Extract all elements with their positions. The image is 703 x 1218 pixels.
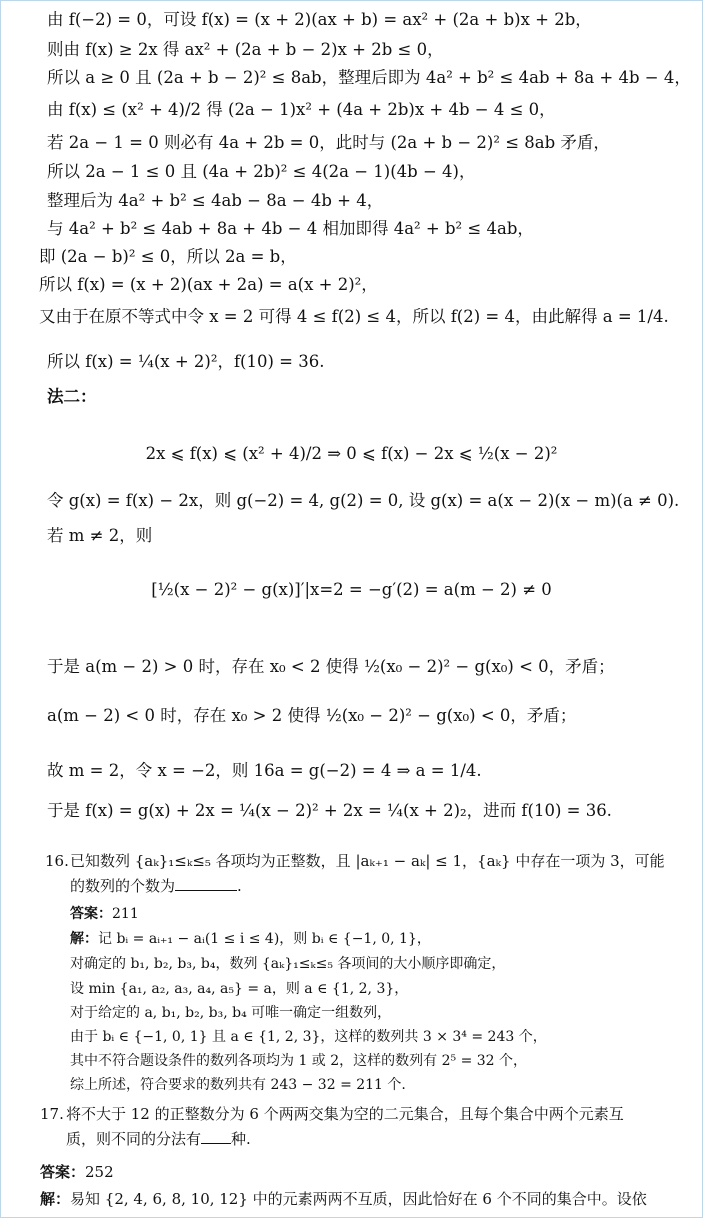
conclusion-m-line: 故 m = 2，令 x = −2，则 16a = g(−2) = 4 ⇒ a = 1/4. [47,761,482,780]
solution-line-1: 由 f(−2) = 0，可设 f(x) = (x + 2)(ax + b) = ax² + (2a + b)x + 2b， [47,10,592,29]
question-16-solution-line-1 [70,931,431,948]
contradiction-line-1: 于是 a(m − 2) > 0 时，存在 x₀ < 2 使得 ½(x₀ − 2)² − g(x₀) < 0，矛盾； [47,657,615,676]
question-17-solution-line-1 [40,1190,647,1208]
solution-line-2: 则由 f(x) ≥ 2x 得 ax² + (2a + b − 2)x + 2b ≤ 0， [47,40,444,59]
answer-value: 211 [112,906,139,922]
solution-label: 解： [40,1190,71,1208]
question-17-number: 17. [40,1105,64,1123]
question-16-number: 16. [45,852,69,870]
case-m-line: 若 m ≠ 2，则 [47,526,153,545]
solution-line-12: 所以 f(x) = ¼(x + 2)²，f(10) = 36. [47,352,325,371]
solution-line-3: 所以 a ≥ 0 且 (2a + b − 2)² ≤ 8ab，整理后即为 4a² + b² ≤ 4ab + 8a + 4b − 4， [47,68,691,87]
solution-line-8: 与 4a² + b² ≤ 4ab + 8a + 4b − 4 相加即得 4a² + b² ≤ 4ab， [47,219,534,238]
question-16-text-line-1: 已知数列 {aₖ}₁≤ₖ≤₅ 各项均为正整数，且 |aₖ₊₁ − aₖ| ≤ 1，{aₖ} 中存在一项为 3，可能 [70,852,665,870]
solution-line-7: 整理后为 4a² + b² ≤ 4ab − 8a − 4b + 4， [47,191,384,210]
question-16-period: . [237,877,242,895]
question-16-stem-end: 的数列的个数为 [70,877,176,895]
answer-label: 答案： [70,906,112,922]
question-16-solution-line-6: 其中不符合题设条件的数列各项均为 1 或 2，这样的数列有 2⁵ = 32 个， [70,1053,528,1069]
final-result-line: 于是 f(x) = g(x) + 2x = ¼(x − 2)² + 2x = ¼(x + 2)₂，进而 f(10) = 36. [47,801,612,820]
solution-label: 解： [70,931,98,947]
question-16-solution-line-5: 由于 bᵢ ∈ {−1, 0, 1} 且 a ∈ {1, 2, 3}，这样的数列共 3 × 3⁴ = 243 个， [70,1029,547,1045]
question-16-solution-line-2: 对确定的 b₁, b₂, b₃, b₄，数列 {aₖ}₁≤ₖ≤₅ 各项间的大小顺序即确定， [70,956,506,972]
question-17-text-line-2 [66,1130,251,1148]
solution-line-6: 所以 2a − 1 ≤ 0 且 (4a + 2b)² ≤ 4(2a − 1)(4b − 4)， [47,162,476,181]
method-two-heading: 法二： [47,387,97,406]
answer-blank [175,889,237,891]
question-17-text-line-1: 将不大于 12 的正整数分为 6 个两两交集为空的二元集合，且每个集合中两个元素互 [66,1105,624,1123]
question-16-text-line-2 [70,877,242,895]
question-17-unit: 种. [231,1130,251,1148]
question-16-solution-line-7: 综上所述，符合要求的数列共有 243 − 32 = 211 个. [70,1077,406,1093]
solution-line-5: 若 2a − 1 = 0 则必有 4a + 2b = 0，此时与 (2a + b − 2)² ≤ 8ab 矛盾， [47,133,610,152]
question-16-solution-line-3: 设 min {a₁, a₂, a₃, a₄, a₅} = a，则 a ∈ {1, 2, 3}， [70,981,409,997]
question-16-solution-line-4: 对于给定的 a, b₁, b₂, b₃, b₄ 可唯一确定一组数列， [70,1005,392,1021]
question-17-stem-end: 质，则不同的分法有 [66,1130,202,1148]
contradiction-line-2: a(m − 2) < 0 时，存在 x₀ > 2 使得 ½(x₀ − 2)² − g(x₀) < 0，矛盾； [47,706,577,725]
solution-line-10: 所以 f(x) = (x + 2)(ax + 2a) = a(x + 2)²， [39,275,378,294]
question-16-answer [70,906,139,923]
solution-line-9: 即 (2a − b)² ≤ 0，所以 2a = b， [39,247,297,266]
answer-label: 答案： [40,1163,86,1181]
solution-text: 易知 {2, 4, 6, 8, 10, 12} 中的元素两两不互质，因此恰好在 6 个不同的集合中。设依 [70,1190,647,1208]
solution-line-11: 又由于在原不等式中令 x = 2 可得 4 ≤ f(2) ≤ 4，所以 f(2) = 4，由此解得 a = 1/4. [39,307,669,326]
answer-value: 252 [85,1163,114,1181]
display-equation-2: [½(x − 2)² − g(x)]′|x=2 = −g′(2) = a(m − 2) ≠ 0 [151,580,552,599]
solution-text: 记 bᵢ = aᵢ₊₁ − aᵢ(1 ≤ i ≤ 4)，则 bᵢ ∈ {−1, 0, 1}， [98,931,431,947]
define-g-line: 令 g(x) = f(x) − 2x，则 g(−2) = 4, g(2) = 0, 设 g(x) = a(x − 2)(x − m)(a ≠ 0). [47,491,680,510]
question-17-answer [40,1163,114,1181]
display-equation-1: 2x ⩽ f(x) ⩽ (x² + 4)/2 ⇒ 0 ⩽ f(x) − 2x ⩽ ½(x − 2)² [145,444,558,463]
answer-blank [201,1142,231,1144]
solution-line-4: 由 f(x) ≤ (x² + 4)/2 得 (2a − 1)x² + (4a + 2b)x + 4b − 4 ≤ 0， [47,100,556,119]
